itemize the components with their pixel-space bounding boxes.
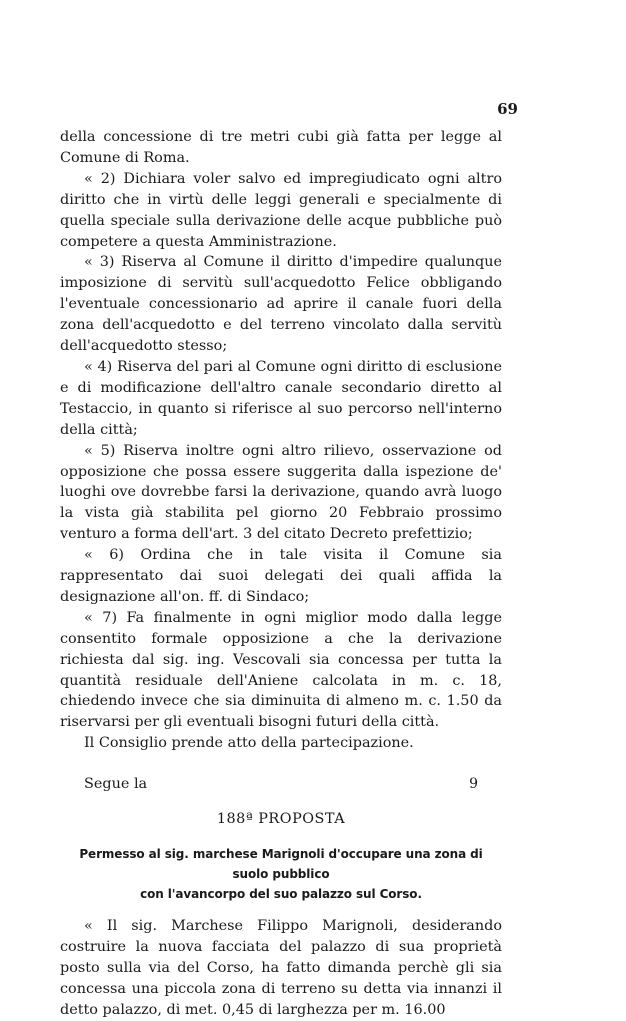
- paragraph-item-5: « 5) Riserva inoltre ogni altro rilievo, osservazione od opposizione che possa essere suggerita dalla ispezione de' luoghi ove dovrebbe farsi la derivazione, quando avrà luogo la vista già stabilita pel giorno 20 Febbraio prossimo venturo a forma dell'art. 3 del citato Decreto prefettizio;: [60, 442, 502, 543]
- paragraph-item-3: « 3) Riserva al Comune il diritto d'impedire qualunque imposizione di servitù sull'acquedotto Felice obbligando l'eventuale concessionario ad aprire il canale fuori della zona dell'acquedotto e del terreno vincolato dalla servitù dell'acquedotto stesso;: [60, 254, 502, 355]
- subtitle-line-2: con l'avancorpo del suo palazzo sul Corso.: [140, 887, 422, 901]
- body-text: [60, 127, 502, 1021]
- proposal-subtitle: [60, 844, 502, 904]
- signature-mark: 9: [469, 776, 478, 792]
- paragraph-proposal-body: « Il sig. Marchese Filippo Marignoli, desiderando costruire la nuova facciata del palazzo di sua proprietà posto sulla via del Corso, ha fatto dimanda perchè gli sia concessa una piccola zona di terreno su detta via innanzi il detto palazzo, di met. 0,45 di larghezza per m. 16.00: [60, 918, 502, 1018]
- paragraph-council-note: Il Consiglio prende atto della partecipazione.: [84, 735, 414, 752]
- paragraph-item-7: « 7) Fa finalmente in ogni miglior modo dalla legge consentito formale opposizione a che la derivazione richiesta dal sig. ing. Vescovali sia concessa per tutta la quantità residuale dell'Aniene calcolata in m. c. 18, chiedendo invece che sia diminuita di almeno m. c. 1.50 da riservarsi per gli eventuali bisogni futuri della città.: [60, 609, 502, 731]
- subtitle-line-1: Permesso al sig. marchese Marignoli d'occupare una zona di suolo pubblico: [79, 847, 483, 881]
- paragraph-continuation: della concessione di tre metri cubi già fatta per legge al Comune di Roma.: [60, 129, 502, 166]
- paragraph-item-4: « 4) Riserva del pari al Comune ogni diritto di esclusione e di modificazione dell'altro canale secondario diretto al Testaccio, in quanto si riferisce al suo percorso nell'interno della città;: [60, 358, 502, 438]
- paragraph-item-2: « 2) Dichiara voler salvo ed impregiudicato ogni altro diritto che in virtù delle leggi generali e specialmente di quella speciale sulla derivazione delle acque pubbliche può competere a questa Amministrazione.: [60, 170, 502, 250]
- paragraph-item-6: « 6) Ordina che in tale visita il Comune sia rappresentato dai suoi delegati dei quali affida la designazione all'on. ff. di Sindaco;: [60, 547, 502, 605]
- segue-line: Segue la: [84, 776, 148, 793]
- proposal-heading: 188ª PROPOSTA: [216, 811, 346, 828]
- page-number: 69: [497, 100, 518, 118]
